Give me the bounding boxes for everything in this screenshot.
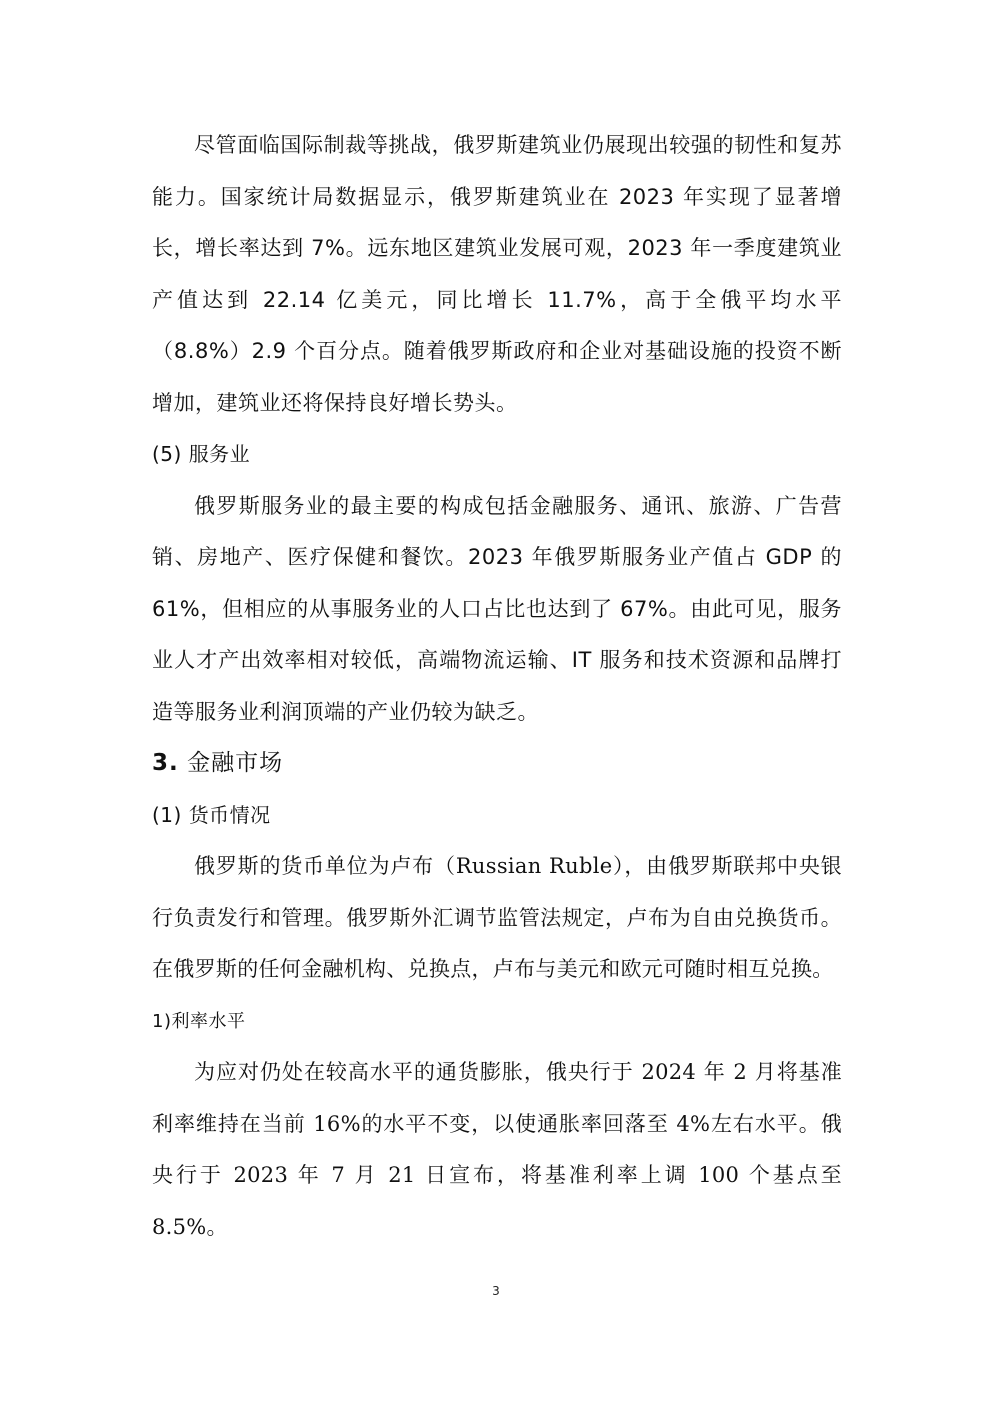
paragraph-services: 俄罗斯服务业的最主要的构成包括金融服务、通讯、旅游、广告营销、房地产、医疗保健和餐饮。2023 年俄罗斯服务业产值占 GDP 的 61%，但相应的从事服务业的人口占比也达到了 67%。由此可见，服务业人才产出效率相对较低，高端物流运输、IT 服务和技术资源和品牌打造等服务业利润顶端的产业仍较为缺乏。 [152, 493, 842, 724]
paragraph-construction: 尽管面临国际制裁等挑战，俄罗斯建筑业仍展现出较强的韧性和复苏能力。国家统计局数据显示，俄罗斯建筑业在 2023 年实现了显著增长，增长率达到 7%。远东地区建筑业发展可观，2023 年一季度建筑业产值达到 22.14 亿美元，同比增长 11.7%，高于全俄平均水平（8.8%）2.9 个百分点。随着俄罗斯政府和企业对基础设施的投资不断增加，建筑业还将保持良好增长势头。 [152, 133, 842, 415]
page-content [152, 120, 842, 1253]
paragraph-currency: 俄罗斯的货币单位为卢布（Russian Ruble），由俄罗斯联邦中央银行负责发行和管理。俄罗斯外汇调节监管法规定，卢布为自由兑换货币。在俄罗斯的任何金融机构、兑换点，卢布与美元和欧元可随时相互兑换。 [152, 854, 842, 981]
paragraph-interest-rate: 为应对仍处在较高水平的通货膨胀，俄央行于 2024 年 2 月将基准利率维持在当前 16%的水平不变，以使通胀率回落至 4%左右水平。俄央行于 2023 年 7 月 21 日宣布，将基准利率上调 100 个基点至 8.5%。 [152, 1060, 842, 1239]
page-number: 3 [492, 1284, 500, 1298]
heading-number: 3. [152, 750, 179, 776]
heading-title: 金融市场 [187, 750, 284, 776]
heading-services: (5) 服务业 [152, 442, 251, 466]
heading-financial-market [152, 738, 842, 790]
heading-interest-rate: 1)利率水平 [152, 1010, 246, 1032]
heading-currency: (1) 货币情况 [152, 802, 271, 827]
